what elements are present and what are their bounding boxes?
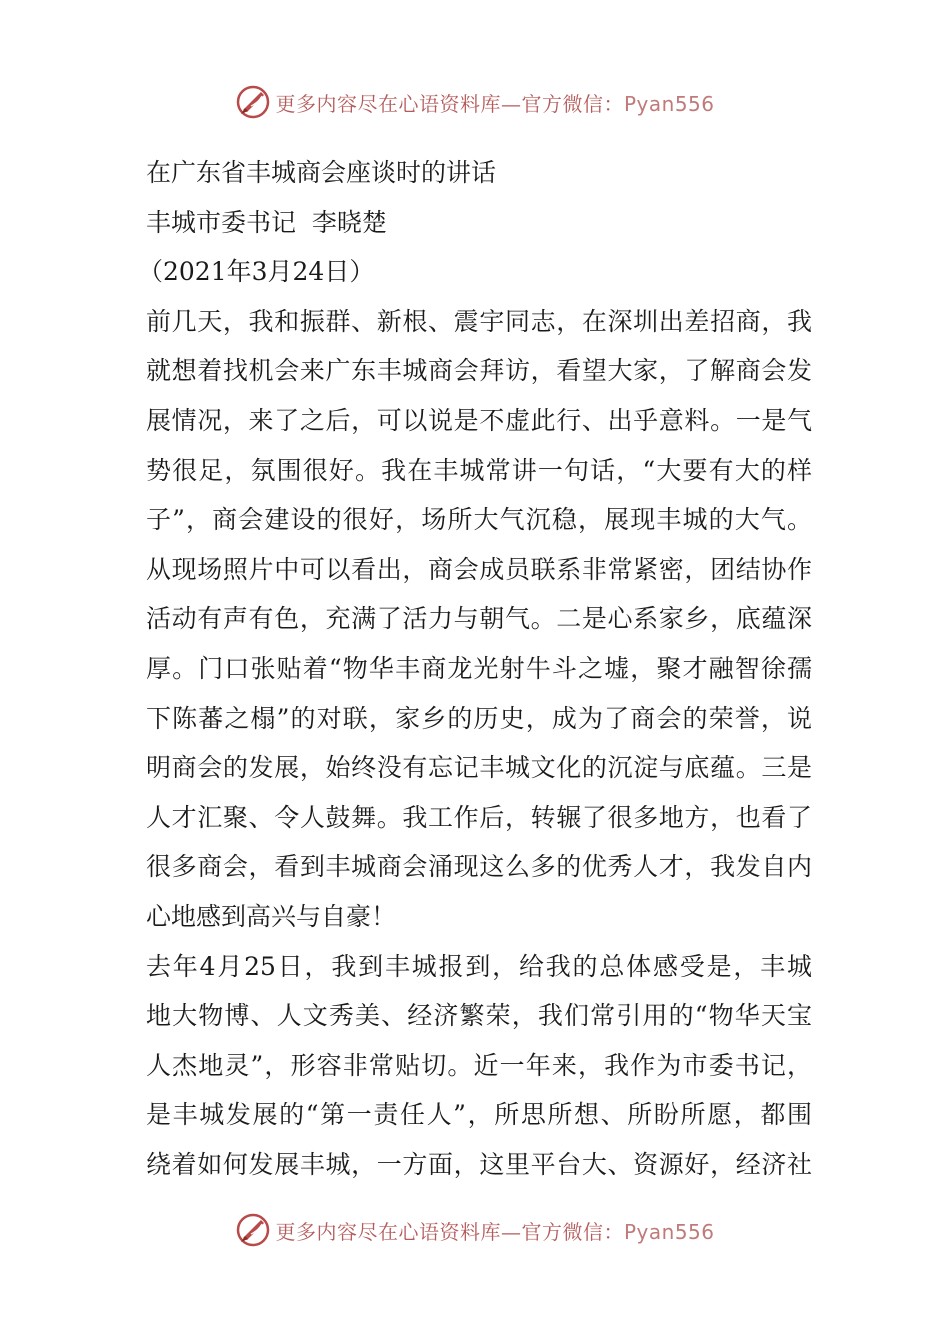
- paragraph-line: 活动有声有色，充满了活力与朝气。二是心系家乡，底蕴深: [146, 604, 812, 634]
- paragraph-line: 势很足，氛围很好。我在丰城常讲一句话，“大要有大的样: [146, 455, 812, 485]
- paragraph-line: 心地感到高兴与自豪！: [146, 901, 397, 931]
- paragraph-line: 很多商会，看到丰城商会涌现这么多的优秀人才，我发自内: [146, 852, 812, 882]
- paragraph-line: 展情况，来了之后，可以说是不虚此行、出乎意料。一是气: [146, 405, 812, 435]
- footer-banner-text: [275, 1216, 714, 1245]
- paragraph-line: 去年4月25日，我到丰城报到，给我的总体感受是，丰城: [146, 951, 812, 981]
- paragraph-line: 前几天，我和振群、新根、震宇同志，在深圳出差招商，我: [146, 306, 812, 336]
- paragraph-line: 人才汇聚、令人鼓舞。我工作后，转辗了很多地方，也看了: [146, 802, 812, 832]
- header-banner: [0, 82, 950, 122]
- footer-wechat-id: Pyan556: [623, 1219, 715, 1244]
- paragraph-line: 明商会的发展，始终没有忘记丰城文化的沉淀与底蕴。三是: [146, 753, 812, 783]
- paragraph-line: 是丰城发展的“第一责任人”，所思所想、所盼所愿，都围: [146, 1100, 812, 1130]
- paragraph-1: [146, 297, 812, 942]
- footer-banner-label: 更多内容尽在心语资料库—官方微信：: [275, 1219, 624, 1244]
- header-banner-text: [275, 88, 714, 117]
- quill-pen-logo-icon: [235, 84, 271, 120]
- paragraph-line: 厚。门口张贴着“物华丰商龙光射牛斗之墟，聚才融智徐孺: [146, 653, 812, 683]
- paragraph-line: 子”，商会建设的很好，场所大气沉稳，展现丰城的大气。: [146, 505, 812, 535]
- paragraph-line: 就想着找机会来广东丰城商会拜访，看望大家，了解商会发: [146, 356, 812, 386]
- document-date: （2021年3月24日）: [138, 257, 375, 287]
- paragraph-line: 下陈蕃之榻”的对联，家乡的历史，成为了商会的荣誉，说: [146, 703, 812, 733]
- header-banner-label: 更多内容尽在心语资料库—官方微信：: [275, 91, 624, 116]
- document-author: 丰城市委书记 李晓楚: [146, 207, 387, 237]
- document-body: [138, 148, 812, 1189]
- paragraph-2: [146, 942, 812, 1190]
- paragraph-line: 地大物博、人文秀美、经济繁荣，我们常引用的“物华天宝: [146, 1001, 812, 1031]
- paragraph-line: 绕着如何发展丰城，一方面，这里平台大、资源好，经济社: [146, 1149, 812, 1179]
- document-title: 在广东省丰城商会座谈时的讲话: [146, 158, 497, 187]
- paragraph-line: 从现场照片中可以看出，商会成员联系非常紧密，团结协作: [146, 554, 812, 584]
- quill-pen-logo-icon: [235, 1212, 271, 1248]
- header-wechat-id: Pyan556: [623, 91, 715, 116]
- footer-banner: [0, 1210, 950, 1250]
- paragraph-line: 人杰地灵”，形容非常贴切。近一年来，我作为市委书记，: [146, 1050, 812, 1080]
